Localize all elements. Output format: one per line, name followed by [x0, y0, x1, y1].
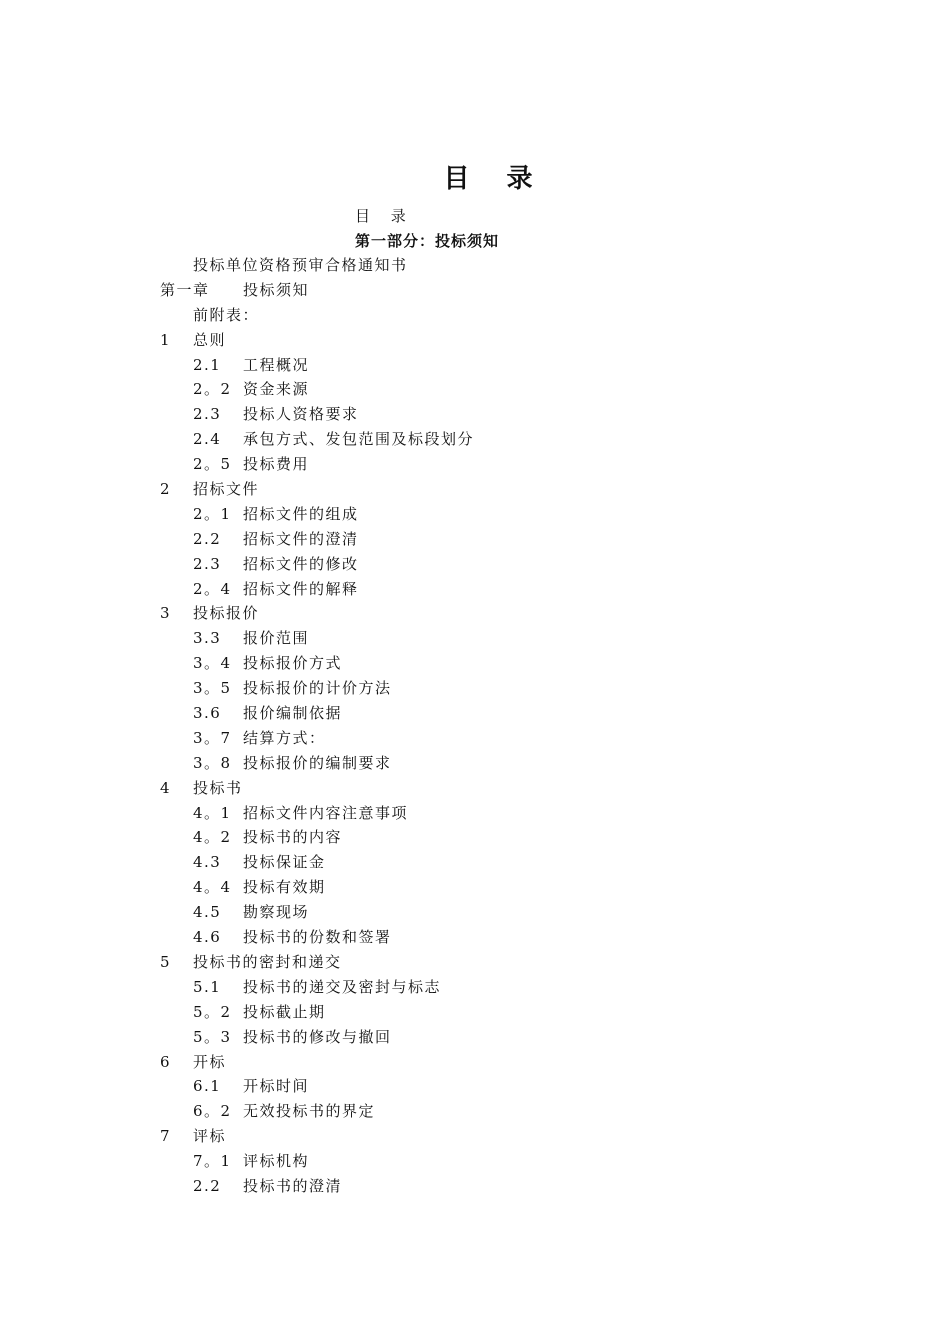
toc-entry-number: 3.3	[193, 629, 222, 648]
toc-entry	[0, 330, 950, 355]
toc-entry	[0, 379, 950, 404]
toc-entry	[0, 1126, 950, 1151]
toc-entry-text: 招标文件的组成	[243, 504, 359, 523]
toc-entry	[0, 728, 950, 753]
toc-subtitle: 目 录	[355, 207, 414, 225]
toc-entry	[0, 454, 950, 479]
toc-entry-text: 投标保证金	[243, 853, 326, 872]
toc-entry-number: 4。2	[193, 828, 232, 847]
toc-entry-number: 2。2	[193, 380, 232, 399]
toc-entry	[0, 827, 950, 852]
toc-entry-text: 投标书的修改与撤回	[243, 1027, 392, 1046]
toc-entry-number: 2。5	[193, 455, 232, 474]
toc-entry-text: 投标报价方式	[243, 654, 343, 673]
toc-entry	[0, 1052, 950, 1077]
toc-entry	[0, 902, 950, 927]
toc-entry-number: 3。5	[193, 679, 232, 698]
toc-entry-number: 2。4	[193, 579, 232, 598]
toc-entry-text: 评标	[193, 1127, 227, 1146]
toc-entry-text: 招标文件内容注意事项	[243, 803, 409, 822]
toc-entry-number: 4。4	[193, 878, 232, 897]
toc-entry	[0, 404, 950, 429]
toc-entry-number: 2.1	[193, 355, 222, 374]
toc-entry-text: 结算方式：	[243, 728, 326, 747]
toc-entry	[0, 753, 950, 778]
toc-entry	[0, 479, 950, 504]
toc-entry-text: 投标书的递交及密封与标志	[243, 977, 442, 996]
toc-entry	[0, 529, 950, 554]
table-of-contents	[0, 255, 950, 1201]
toc-entry-text: 总则	[193, 330, 227, 349]
toc-entry	[0, 1027, 950, 1052]
toc-entry	[0, 305, 950, 330]
toc-entry-number: 3	[160, 604, 172, 623]
toc-entry	[0, 504, 950, 529]
toc-entry-text: 承包方式、发包范围及标段划分	[243, 430, 475, 449]
toc-entry-text: 投标单位资格预审合格通知书	[193, 256, 408, 274]
toc-entry-text: 投标报价的计价方法	[243, 679, 392, 698]
toc-entry	[0, 852, 950, 877]
toc-entry	[0, 628, 950, 653]
toc-entry	[0, 280, 950, 305]
toc-entry-number: 6。2	[193, 1102, 232, 1121]
toc-entry-text: 勘察现场	[243, 903, 310, 922]
toc-entry-text: 前附表：	[193, 305, 260, 324]
toc-entry	[0, 579, 950, 604]
toc-entry-number: 6.1	[193, 1077, 222, 1096]
toc-entry-number: 3。8	[193, 753, 232, 772]
toc-entry-number: 4.5	[193, 903, 222, 922]
toc-entry-text: 评标机构	[243, 1152, 310, 1171]
toc-entry-text: 报价编制依据	[243, 704, 343, 723]
toc-entry-number: 2.3	[193, 554, 222, 573]
toc-entry-number: 4。1	[193, 803, 232, 822]
toc-entry	[0, 255, 950, 280]
toc-entry	[0, 803, 950, 828]
toc-entry-text: 投标书的密封和递交	[193, 952, 342, 971]
part-heading: 第一部分：投标须知	[355, 232, 500, 250]
toc-entry-text: 投标须知	[243, 280, 310, 299]
toc-entry-number: 第一章	[160, 280, 210, 299]
toc-entry-text: 报价范围	[243, 629, 310, 648]
toc-entry	[0, 1076, 950, 1101]
toc-entry-number: 3.6	[193, 704, 222, 723]
toc-entry	[0, 952, 950, 977]
toc-entry-number: 4.6	[193, 928, 222, 947]
toc-entry-number: 5。2	[193, 1002, 232, 1021]
toc-entry-text: 工程概况	[243, 355, 310, 374]
toc-entry	[0, 1176, 950, 1201]
toc-entry	[0, 678, 950, 703]
toc-entry	[0, 703, 950, 728]
toc-entry	[0, 429, 950, 454]
toc-entry	[0, 977, 950, 1002]
toc-entry-text: 资金来源	[243, 380, 310, 399]
toc-entry-number: 1	[160, 330, 172, 349]
toc-entry	[0, 927, 950, 952]
toc-entry-text: 投标人资格要求	[243, 405, 359, 424]
toc-entry-text: 招标文件的澄清	[243, 529, 359, 548]
toc-entry-text: 招标文件的解释	[243, 579, 359, 598]
toc-entry-text: 无效投标书的界定	[243, 1102, 376, 1121]
toc-entry	[0, 554, 950, 579]
toc-entry-number: 6	[160, 1052, 172, 1071]
toc-entry-number: 2.3	[193, 405, 222, 424]
toc-entry	[0, 355, 950, 380]
toc-entry-text: 投标书的内容	[243, 828, 343, 847]
toc-entry-number: 2.2	[193, 1176, 222, 1195]
toc-entry	[0, 1101, 950, 1126]
toc-entry-text: 投标费用	[243, 455, 310, 474]
toc-entry	[0, 603, 950, 628]
toc-entry-number: 4.3	[193, 853, 222, 872]
toc-entry-number: 7。1	[193, 1152, 232, 1171]
toc-entry	[0, 653, 950, 678]
toc-entry-number: 3。4	[193, 654, 232, 673]
toc-entry-text: 投标有效期	[243, 878, 326, 897]
toc-entry	[0, 1002, 950, 1027]
toc-entry-text: 开标	[193, 1052, 227, 1071]
toc-entry-text: 投标截止期	[243, 1002, 326, 1021]
toc-entry-number: 5.1	[193, 977, 222, 996]
toc-entry-text: 投标书的澄清	[243, 1176, 343, 1195]
toc-entry	[0, 1151, 950, 1176]
toc-entry-number: 7	[160, 1127, 172, 1146]
toc-entry-text: 投标书	[193, 778, 243, 797]
toc-entry-number: 3。7	[193, 728, 232, 747]
toc-entry-text: 招标文件	[193, 480, 260, 499]
toc-entry-text: 投标报价	[193, 604, 260, 623]
toc-entry-text: 投标报价的编制要求	[243, 753, 392, 772]
toc-entry-number: 2	[160, 480, 172, 499]
toc-entry-text: 招标文件的修改	[243, 554, 359, 573]
toc-entry-number: 2.4	[193, 430, 222, 449]
toc-entry	[0, 877, 950, 902]
toc-entry-number: 4	[160, 778, 172, 797]
toc-entry-number: 5	[160, 952, 172, 971]
page-title: 目 录	[443, 164, 547, 194]
toc-entry-text: 投标书的份数和签署	[243, 928, 392, 947]
toc-entry-number: 5。3	[193, 1027, 232, 1046]
toc-entry-text: 开标时间	[243, 1077, 310, 1096]
toc-entry-number: 2.2	[193, 529, 222, 548]
toc-entry-number: 2。1	[193, 504, 232, 523]
toc-entry	[0, 778, 950, 803]
